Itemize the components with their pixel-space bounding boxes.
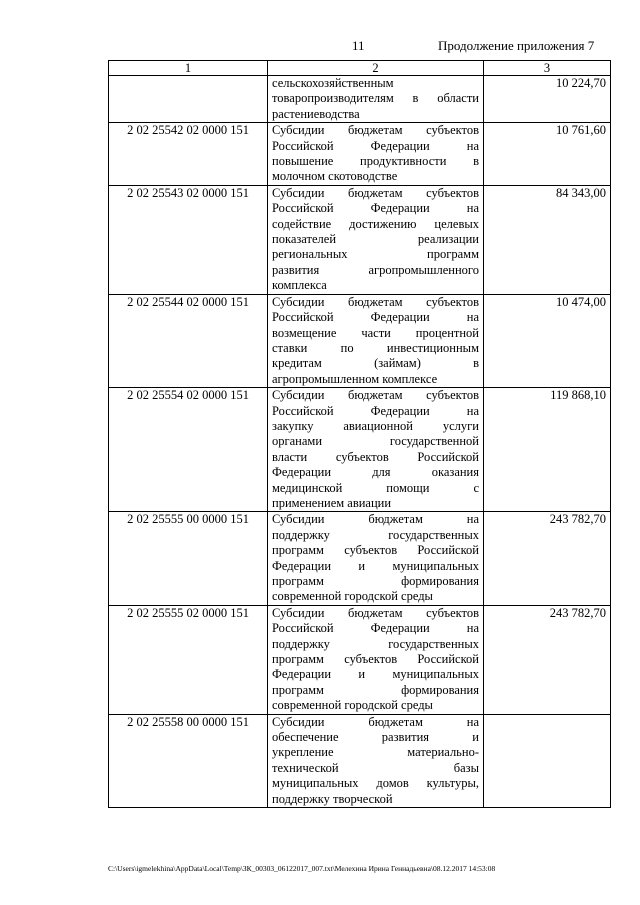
description-cell [268,294,484,387]
amount-cell: 10 224,70 [484,76,611,123]
table-row [109,294,611,387]
table-row [109,388,611,512]
amount-cell: 10 474,00 [484,294,611,387]
description-line: Субсидии бюджетам субъектов [272,388,479,403]
table-row [109,76,611,123]
description-line: обеспечение развития и [272,730,479,745]
table-row [109,123,611,186]
description-line: технической базы [272,760,479,775]
description-line: сельскохозяйственным [272,76,394,90]
budget-code-cell: 2 02 25543 02 0000 151 [109,185,268,294]
description-cell [268,605,484,714]
budget-code-cell: 2 02 25555 00 0000 151 [109,512,268,605]
continuation-label: Продолжение приложения 7 [438,38,595,53]
budget-code-cell: 2 02 25542 02 0000 151 [109,123,268,186]
description-line: применением авиации [272,495,392,510]
description-line: товаропроизводителям в области [272,91,479,106]
description-line: укрепление материально- [272,745,479,760]
description-line: программ формирования [272,574,479,588]
budget-code-cell: 2 02 25544 02 0000 151 [109,294,268,387]
description-line: современной городской среды [272,698,433,713]
column-header-1: 1 [109,61,268,76]
description-cell [268,185,484,294]
description-line: поддержку творческой [272,791,393,806]
description-line: комплекса [272,278,327,293]
table-row [109,185,611,294]
description-line: Субсидии бюджетам субъектов [272,605,479,620]
page-number: 11 [352,38,365,53]
amount-cell: 119 868,10 [484,388,611,512]
description-cell [268,123,484,186]
description-line: программ формирования [272,682,479,697]
description-line: закупку авиационной услуги [272,418,479,433]
column-number-row [109,61,611,76]
table-row [109,714,611,807]
description-line: молочном скотоводстве [272,169,398,184]
description-line: поддержку государственных [272,527,479,542]
description-line: современной городской среды [272,589,433,604]
description-line: программ субъектов Российской [272,652,479,667]
description-line: показателей реализации [272,232,479,247]
budget-code-cell: 2 02 25558 00 0000 151 [109,714,268,807]
description-cell [268,388,484,512]
description-line: содействие достижению целевых [272,216,479,231]
description-line: Федерации и муниципальных [272,558,479,573]
description-cell [268,512,484,605]
description-line: Российской Федерации на [272,310,479,325]
description-line: Субсидии бюджетам на [272,512,479,527]
description-line: Субсидии бюджетам субъектов [272,123,479,138]
budget-table [108,60,611,808]
column-header-2: 2 [268,61,484,76]
description-line: Субсидии бюджетам на [272,714,479,729]
description-line: Российской Федерации на [272,201,479,216]
description-line: развития агропромышленного [272,262,479,277]
description-line: региональных программ [272,247,479,262]
description-line: Российской Федерации на [272,138,479,153]
description-line: Субсидии бюджетам субъектов [272,294,479,309]
file-path-footer: C:\Users\igmelekhina\AppData\Local\Temp\ЗК_00303_06122017_007.txt\Мелехина Ирина Геннадьевна\08.12.2017 14:53:08 [108,864,496,873]
table-row [109,605,611,714]
description-line: повышение продуктивности в [272,154,479,169]
amount-cell: 243 782,70 [484,512,611,605]
description-line: медицинской помощи с [272,480,479,495]
description-line: муниципальных домов культуры, [272,776,479,791]
description-line: кредитам (займам) в [272,356,479,371]
budget-code-cell: 2 02 25555 02 0000 151 [109,605,268,714]
description-line: Субсидии бюджетам субъектов [272,185,479,200]
description-line: Федерации и муниципальных [272,667,479,682]
column-header-3: 3 [484,61,611,76]
amount-cell: 10 761,60 [484,123,611,186]
description-line: власти субъектов Российской [272,449,479,464]
description-line: органами государственной [272,434,479,449]
description-line: Федерации для оказания [272,465,479,480]
description-cell [268,76,484,123]
description-line: поддержку государственных [272,636,479,651]
description-line: растениеводства [272,106,360,121]
description-line: ставки по инвестиционным [272,340,479,355]
description-line: агропромышленном комплексе [272,371,438,386]
table-body [109,76,611,808]
description-cell [268,714,484,807]
description-line: программ субъектов Российской [272,543,479,558]
description-line: Российской Федерации на [272,621,479,636]
description-line: Российской Федерации на [272,403,479,418]
budget-code-cell: 2 02 25554 02 0000 151 [109,388,268,512]
amount-cell: 243 782,70 [484,605,611,714]
table-row [109,512,611,605]
amount-cell: 84 343,00 [484,185,611,294]
amount-cell [484,714,611,807]
description-line: возмещение части процентной [272,325,479,340]
budget-code-cell [109,76,268,123]
